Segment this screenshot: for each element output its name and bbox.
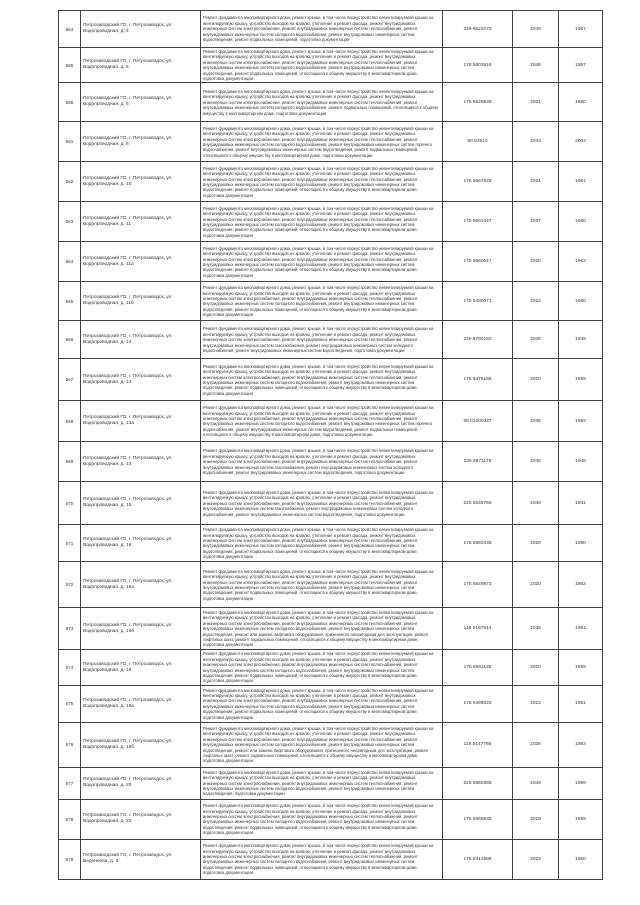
address-cell: Петрозаводский ГО, г. Петрозаводск, ул. Водопроводная, д. 18 [81, 650, 201, 685]
repair-works-cell: Ремонт фундамента многоквартирного дома, ремонт крыши, в том числе переустройство невентилируемой крыши на вентилируемую крышу, устройство выходов на кровлю, утепление и ремонт фасада, ремонт внутридомовых инженерных систем электроснабжения, ремонт внутридомовых инженерных систем теплоснабжения, ремонт внутридомовых инженерных систем холодного водоснабжения, ремонт внутридомовых инженерных систем водоотведения, ремонт подвальных помещений, относящихся к общему имуществу в многоквартирном доме, подготовка документации [201, 282, 443, 321]
address-cell: Петрозаводский ГО, г. Петрозаводск, ул. Водопроводная, д. 4 [81, 11, 201, 48]
table-row [59, 321, 603, 359]
build-year-cell: 1960 [559, 525, 603, 562]
build-year-cell: 1957 [559, 11, 603, 48]
planned-year-cell: 2049 [513, 767, 559, 799]
cost-cell: 116 5157914 [443, 608, 513, 650]
repair-works-cell: Ремонт фундамента многоквартирного дома, ремонт крыши, в том числе переустройство невентилируемой крыши на вентилируемую крышу, устройство выходов на кровлю, утепление и ремонт фасада, ремонт внутридомовых инженерных систем электроснабжения, ремонт внутридомовых инженерных систем теплоснабжения, ремонт внутридомовых инженерных систем холодного водоснабжения, ремонт внутридомовых инженерных систем водоотведения, ремонт подвальных помещений, относящихся к общему имуществу в многоквартирном доме, подготовка документации [201, 48, 443, 83]
planned-year-cell: 2048 [513, 48, 559, 83]
repair-works-cell: Ремонт фундамента многоквартирного дома, ремонт крыши, в том числе переустройство невентилируемой крыши на вентилируемую крышу, устройство выходов на кровлю, утепление и ремонт фасада, ремонт внутридомовых инженерных систем электроснабжения, ремонт внутридомовых инженерных систем теплоснабжения, ремонт внутридомовых инженерных систем холодного водоснабжения, ремонт внутридомовых инженерных систем водоотведения, ремонт подвальных помещений, относящихся к общему имуществу в многоквартирном доме, подготовка документации [201, 242, 443, 282]
build-year-cell: 1993 [559, 401, 603, 442]
row-number-cell: 564 [59, 242, 81, 282]
address-cell: Петрозаводский ГО, г. Петрозаводск, ул. Водопроводная, д. 6 [81, 48, 201, 83]
build-year-cell: 1959 [559, 359, 603, 401]
table-row [59, 122, 603, 162]
table-row [59, 685, 603, 722]
document-page [58, 10, 602, 880]
repair-works-cell: Ремонт фундамента многоквартирного дома, ремонт крыши, в том числе переустройство невентилируемой крыши на вентилируемую крышу, устройство выходов на кровлю, утепление и ремонт фасада, ремонт внутридомовых инженерных систем электроснабжения, ремонт внутридомовых инженерных систем теплоснабжения, ремонт внутридомовых инженерных систем холодного водоснабжения, ремонт внутридомовых инженерных систем водоотведения, ремонт подвальных помещений, относящихся к общему имуществу в многоквартирном доме, подготовка документации [201, 685, 443, 722]
row-number-cell: 574 [59, 650, 81, 685]
address-cell: Петрозаводский ГО, г. Петрозаводск, ул. Водопроводная, д. 18б [81, 722, 201, 767]
table-row [59, 83, 603, 122]
address-cell: Петрозаводский ГО, г. Петрозаводск, ул. Веденеева, д. 3 [81, 839, 201, 879]
table-row [59, 442, 603, 482]
repair-works-cell: Ремонт фундамента многоквартирного дома, ремонт крыши, в том числе переустройство невентилируемой крыши на вентилируемую крышу, устройство выходов на кровлю, утепление и ремонт фасада, ремонт внутридомовых инженерных систем электроснабжения, ремонт внутридомовых инженерных систем теплоснабжения, ремонт внутридомовых инженерных систем холодного водоснабжения, ремонт подвальных помещений, относящихся к общему имуществу в многоквартирном доме, подготовка документации [201, 83, 443, 122]
repair-works-cell: Ремонт фундамента многоквартирного дома, ремонт крыши, в том числе переустройство невентилируемой крыши на вентилируемую крышу, устройство выходов на кровлю, утепление и ремонт фасада, ремонт внутридомовых инженерных систем электроснабжения, ремонт внутридомовых инженерных систем теплоснабжения, ремонт внутридомовых инженерных систем холодного водоснабжения, ремонт внутридомовых инженерных систем водоотведения, ремонт подвальных помещений, относящихся к общему имуществу в многоквартирном доме, подготовка документации [201, 650, 443, 685]
address-cell: Петрозаводский ГО, г. Петрозаводск, ул. Водопроводная, д. 12 [81, 321, 201, 359]
repair-works-cell: Ремонт фундамента многоквартирного дома, ремонт крыши, в том числе переустройство невентилируемой крыши на вентилируемую крышу, устройство выходов на кровлю, утепление и ремонт фасада, ремонт внутридомовых инженерных систем электроснабжения, ремонт внутридомовых инженерных систем теплоснабжения, ремонт внутридомовых инженерных систем холодного водоснабжения, ремонт внутридомовых инженерных систем водоотведения, ремонт подвальных помещений, относящихся к общему имуществу в многоквартирном доме, подготовка документации [201, 525, 443, 562]
repair-works-cell: Ремонт фундамента многоквартирного дома, ремонт крыши, в том числе переустройство невентилируемой крыши на вентилируемую крышу, устройство выходов на кровлю, утепление и ремонт фасада, ремонт внутридомовых инженерных систем электроснабжения, ремонт внутридомовых инженерных систем теплоснабжения, ремонт внутридомовых инженерных систем холодного водоснабжения, ремонт внутридомовых инженерных систем водоотведения, ремонт или замена лифтового оборудования, признанного непригодным для эксплуатации, ремонт лифтовых шахт, ремонт подвальных помещений, относящихся к общему имуществу в многоквартирном доме, подготовка документации [201, 608, 443, 650]
housing-repair-table [58, 10, 603, 880]
planned-year-cell: 2023 [513, 685, 559, 722]
table-row [59, 202, 603, 242]
table-row [59, 48, 603, 83]
planned-year-cell: 2048 [513, 442, 559, 482]
cost-cell: 175 5412598 [443, 839, 513, 879]
row-number-cell: 564 [59, 11, 81, 48]
address-cell: Петрозаводский ГО, г. Петрозаводск, ул. Водопроводная, д. 18а [81, 685, 201, 722]
repair-works-cell: Ремонт фундамента многоквартирного дома, ремонт крыши, в том числе переустройство невентилируемой крыши на вентилируемую крышу, устройство выходов на кровлю, утепление и ремонт фасада, ремонт внутридомовых инженерных систем электроснабжения, ремонт внутридомовых инженерных систем теплоснабжения, ремонт внутридомовых инженерных систем холодного водоснабжения, ремонт внутридомовых инженерных систем водоотведения, ремонт подвальных помещений, относящихся к общему имуществу в многоквартирном доме, подготовка документации [201, 202, 443, 242]
row-number-cell: 566 [59, 83, 81, 122]
row-number-cell: 571 [59, 525, 81, 562]
build-year-cell: 1957 [559, 48, 603, 83]
address-cell: Петрозаводский ГО, г. Петрозаводск, ул. Водопроводная, д. 16а [81, 562, 201, 608]
table-row [59, 562, 603, 608]
row-number-cell: 566 [59, 321, 81, 359]
row-number-cell: 561 [59, 122, 81, 162]
cost-cell: 176 6561135 [443, 650, 513, 685]
row-number-cell: 572 [59, 562, 81, 608]
build-year-cell: 1962 [559, 562, 603, 608]
build-year-cell: 1961 [559, 162, 603, 202]
table-row [59, 482, 603, 525]
table-row [59, 525, 603, 562]
repair-works-cell: Ремонт фундамента многоквартирного дома, ремонт крыши, в том числе переустройство невентилируемой крыши на вентилируемую крышу, устройство выходов на кровлю, утепление и ремонт фасада, ремонт внутридомовых инженерных систем электроснабжения, ремонт внутридомовых инженерных систем теплоснабжения, ремонт внутридомовых инженерных систем газоснабжения, ремонт внутридомовых инженерных систем холодного водоснабжения, ремонт внутридомовых инженерных систем водоотведения, подготовка документации [201, 442, 443, 482]
cost-cell: 175 5549873 [443, 562, 513, 608]
repair-works-cell: Ремонт фундамента многоквартирного дома, ремонт крыши, в том числе переустройство невентилируемой крыши на вентилируемую крышу, устройство выходов на кровлю, утепление и ремонт фасада, ремонт внутридомовых инженерных систем электроснабжения, ремонт внутридомовых инженерных систем теплоснабжения, ремонт внутридомовых инженерных систем холодного водоснабжения, ремонт внутридомовых инженерных систем водоотведения, ремонт подвальных помещений, относящихся к общему имуществу в многоквартирном доме, подготовка документации [201, 562, 443, 608]
table-row [59, 839, 603, 879]
planned-year-cell: 2049 [513, 11, 559, 48]
build-year-cell: 1959 [559, 799, 603, 839]
table-row [59, 242, 603, 282]
planned-year-cell: 2020 [513, 242, 559, 282]
address-cell: Петрозаводский ГО, г. Петрозаводск, ул. Водопроводная, д. 8 [81, 122, 201, 162]
address-cell: Петрозаводский ГО, г. Петрозаводск, ул. Водопроводная, д. 11 [81, 202, 201, 242]
table-body [59, 11, 603, 880]
build-year-cell: 1948 [559, 442, 603, 482]
row-number-cell: 562 [59, 162, 81, 202]
row-number-cell: 570 [59, 482, 81, 525]
address-cell: Петрозаводский ГО, г. Петрозаводск, ул. Водопроводная, д. 16б [81, 608, 201, 650]
table-row [59, 650, 603, 685]
row-number-cell: 565 [59, 48, 81, 83]
row-number-cell: 565 [59, 282, 81, 321]
table-row [59, 608, 603, 650]
planned-year-cell: 2020 [513, 525, 559, 562]
address-cell: Петрозаводский ГО, г. Петрозаводск, ул. Водопроводная, д. 16 [81, 525, 201, 562]
repair-works-cell: Ремонт фундамента многоквартирного дома, ремонт крыши, в том числе переустройство невентилируемой крыши на вентилируемую крышу, устройство выходов на кровлю, утепление и ремонт фасада, ремонт внутридомовых инженерных систем электроснабжения, ремонт внутридомовых инженерных систем теплоснабжения, ремонт внутридомовых инженерных систем газоснабжения, ремонт внутридомовых инженерных систем холодного водоснабжения, ремонт внутридомовых инженерных систем водоотведения, подготовка документации [201, 321, 443, 359]
repair-works-cell: Ремонт фундамента многоквартирного дома, ремонт крыши, в том числе переустройство невентилируемой крыши на вентилируемую крышу, устройство выходов на кровлю, утепление и ремонт фасада, ремонт внутридомовых инженерных систем электроснабжения, ремонт внутридомовых инженерных систем теплоснабжения, ремонт внутридомовых инженерных систем холодного водоснабжения, ремонт внутридомовых инженерных систем горячего водоснабжения, ремонт внутридомовых инженерных систем водоотведения, ремонт подвальных помещений, относящихся к общему имуществу в многоквартирном доме, подготовка документации [201, 401, 443, 442]
build-year-cell: 1960 [559, 83, 603, 122]
table-row [59, 359, 603, 401]
build-year-cell: 2003 [559, 122, 603, 162]
build-year-cell: 1963 [559, 242, 603, 282]
cost-cell: 175 5529838 [443, 83, 513, 122]
build-year-cell: 1991 [559, 608, 603, 650]
planned-year-cell: 2021 [513, 83, 559, 122]
cost-cell: 65 01000337 [443, 401, 513, 442]
table-row [59, 799, 603, 839]
build-year-cell: 1993 [559, 722, 603, 767]
cost-cell: 225 6871178 [443, 442, 513, 482]
cost-cell: 175 5560517 [443, 242, 513, 282]
row-number-cell: 576 [59, 722, 81, 767]
row-number-cell: 567 [59, 359, 81, 401]
repair-works-cell: Ремонт фундамента многоквартирного дома, ремонт крыши, в том числе переустройство невентилируемой крыши на вентилируемую крышу, устройство выходов на кровлю, утепление и ремонт фасада, ремонт внутридомовых инженерных систем электроснабжения, ремонт внутридомовых инженерных систем теплоснабжения, ремонт внутридомовых инженерных систем холодного водоснабжения, ремонт внутридомовых инженерных систем водоотведения, ремонт подвальных помещений, относящихся к общему имуществу в многоквартирном доме, подготовка документации [201, 839, 443, 879]
planned-year-cell: 2036 [513, 608, 559, 650]
repair-works-cell: Ремонт фундамента многоквартирного дома, ремонт крыши, в том числе переустройство невентилируемой крыши на вентилируемую крышу, устройство выходов на кровлю, утепление и ремонт фасада, ремонт внутридомовых инженерных систем электроснабжения, ремонт внутридомовых инженерных систем теплоснабжения, ремонт внутридомовых инженерных систем холодного водоснабжения, ремонт внутридомовых инженерных систем водоотведения, ремонт подвальных помещений, относящихся к общему имуществу в многоквартирном доме, подготовка документации [201, 799, 443, 839]
cost-cell: 175 5603918 [443, 48, 513, 83]
build-year-cell: 1960 [559, 202, 603, 242]
planned-year-cell: 2019 [513, 799, 559, 839]
repair-works-cell: Ремонт фундамента многоквартирного дома, ремонт крыши, в том числе переустройство невентилируемой крыши на вентилируемую крышу, устройство выходов на кровлю, утепление и ремонт фасада, ремонт внутридомовых инженерных систем электроснабжения, ремонт внутридомовых инженерных систем теплоснабжения, ремонт внутридомовых инженерных систем холодного водоснабжения, ремонт внутридомовых инженерных систем горячего водоснабжения, ремонт внутридомовых инженерных систем водоотведения, ремонт подвальных помещений, относящихся к общему имуществу в многоквартирном доме, подготовка документации [201, 122, 443, 162]
planned-year-cell: 2020 [513, 359, 559, 401]
table-row [59, 11, 603, 48]
planned-year-cell: 2043 [513, 122, 559, 162]
table-row [59, 401, 603, 442]
address-cell: Петрозаводский ГО, г. Петрозаводск, ул. Водопроводная, д. 13а [81, 401, 201, 442]
cost-cell: 176 6567628 [443, 162, 513, 202]
table-row [59, 162, 603, 202]
cost-cell: 175 5501447 [443, 202, 513, 242]
address-cell: Петрозаводский ГО, г. Петрозаводск, ул. Водопроводная, д. 10 [81, 162, 201, 202]
cost-cell: 175 5550435 [443, 525, 513, 562]
address-cell: Петрозаводский ГО, г. Петрозаводск, ул. Водопроводная, д. 15 [81, 482, 201, 525]
row-number-cell: 579 [59, 839, 81, 879]
cost-cell: 226 6660385 [443, 767, 513, 799]
build-year-cell: 1960 [559, 839, 603, 879]
table-row [59, 282, 603, 321]
row-number-cell: 575 [59, 685, 81, 722]
address-cell: Петрозаводский ГО, г. Петрозаводск, ул. Водопроводная, д. 22 [81, 799, 201, 839]
row-number-cell: 573 [59, 608, 81, 650]
planned-year-cell: 2049 [513, 321, 559, 359]
address-cell: Петрозаводский ГО, г. Петрозаводск, ул. Водопроводная, д. 14 [81, 442, 201, 482]
row-number-cell: 568 [59, 401, 81, 442]
cost-cell: 50 52513 [443, 122, 513, 162]
address-cell: Петрозаводский ГО, г. Петрозаводск, ул. Водопроводная, д. 13 [81, 359, 201, 401]
repair-works-cell: Ремонт фундамента многоквартирного дома, ремонт крыши, в том числе переустройство невентилируемой крыши на вентилируемую крышу, устройство выходов на кровлю, утепление и ремонт фасада, ремонт внутридомовых инженерных систем электроснабжения, ремонт внутридомовых инженерных систем теплоснабжения, ремонт внутридомовых инженерных систем холодного водоснабжения, ремонт внутридомовых инженерных систем водоотведения, ремонт подвальных помещений, относящихся к общему имуществу в многоквартирном доме, подготовка документации [201, 359, 443, 401]
planned-year-cell: 2048 [513, 482, 559, 525]
planned-year-cell: 2036 [513, 722, 559, 767]
cost-cell: 175 5475155 [443, 359, 513, 401]
repair-works-cell: Ремонт фундамента многоквартирного дома, ремонт крыши, в том числе переустройство невентилируемой крыши на вентилируемую крышу, устройство выходов на кровлю, утепление и ремонт фасада, ремонт внутридомовых инженерных систем электроснабжения, ремонт внутридомовых инженерных систем теплоснабжения, ремонт внутридомовых инженерных систем холодного водоснабжения, ремонт внутридомовых инженерных систем водоотведения, ремонт подвальных помещений, подготовка документации [201, 11, 443, 48]
planned-year-cell: 2021 [513, 162, 559, 202]
cost-cell: 226 6780150 [443, 321, 513, 359]
address-cell: Петрозаводский ГО, г. Петрозаводск, ул. Водопроводная, д. 11а [81, 242, 201, 282]
repair-works-cell: Ремонт фундамента многоквартирного дома, ремонт крыши, в том числе переустройство невентилируемой крыши на вентилируемую крышу, устройство выходов на кровлю, утепление и ремонт фасада, ремонт внутридомовых инженерных систем электроснабжения, ремонт внутридомовых инженерных систем теплоснабжения, ремонт внутридомовых инженерных систем газоснабжения, ремонт внутридомовых инженерных систем холодного водоснабжения, ремонт внутридомовых инженерных систем водоотведения, подготовка документации [201, 482, 443, 525]
address-cell: Петрозаводский ГО, г. Петрозаводск, ул. Водопроводная, д. 11б [81, 282, 201, 321]
planned-year-cell: 2023 [513, 839, 559, 879]
planned-year-cell: 2020 [513, 650, 559, 685]
cost-cell: 116 5147766 [443, 722, 513, 767]
cost-cell: 175 5480071 [443, 282, 513, 321]
row-number-cell: 563 [59, 202, 81, 242]
build-year-cell: 1960 [559, 282, 603, 321]
planned-year-cell: 2037 [513, 202, 559, 242]
row-number-cell: 577 [59, 767, 81, 799]
repair-works-cell: Ремонт фундамента многоквартирного дома, ремонт крыши, в том числе переустройство невентилируемой крыши на вентилируемую крышу, устройство выходов на кровлю, утепление и ремонт фасада, ремонт внутридомовых инженерных систем электроснабжения, ремонт внутридомовых инженерных систем теплоснабжения, ремонт внутридомовых инженерных систем холодного водоснабжения, ремонт внутридомовых инженерных систем водоотведения, ремонт подвальных помещений, относящихся к общему имуществу в многоквартирном доме, подготовка документации [201, 162, 443, 202]
table-row [59, 722, 603, 767]
repair-works-cell: Ремонт фундамента многоквартирного дома, ремонт крыши, в том числе переустройство невентилируемой крыши на вентилируемую крышу, устройство выходов на кровлю, утепление и ремонт фасада, ремонт внутридомовых инженерных систем электроснабжения, ремонт внутридомовых инженерных систем теплоснабжения, ремонт внутридомовых инженерных систем холодного водоснабжения, ремонт внутридомовых инженерных систем водоотведения, подготовка документации [201, 767, 443, 799]
table-row [59, 767, 603, 799]
row-number-cell: 569 [59, 442, 81, 482]
build-year-cell: 1961 [559, 685, 603, 722]
build-year-cell: 1949 [559, 321, 603, 359]
cost-cell: 226 6522073 [443, 11, 513, 48]
row-number-cell: 578 [59, 799, 81, 839]
planned-year-cell: 2022 [513, 282, 559, 321]
planned-year-cell: 2020 [513, 562, 559, 608]
cost-cell: 225 6549769 [443, 482, 513, 525]
build-year-cell: 1959 [559, 650, 603, 685]
build-year-cell: 1959 [559, 767, 603, 799]
cost-cell: 175 5495025 [443, 685, 513, 722]
build-year-cell: 1941 [559, 482, 603, 525]
address-cell: Петрозаводский ГО, г. Петрозаводск, ул. Водопроводная, д. 5 [81, 83, 201, 122]
repair-works-cell: Ремонт фундамента многоквартирного дома, ремонт крыши, в том числе переустройство невентилируемой крыши на вентилируемую крышу, устройство выходов на кровлю, утепление и ремонт фасада, ремонт внутридомовых инженерных систем электроснабжения, ремонт внутридомовых инженерных систем теплоснабжения, ремонт внутридомовых инженерных систем холодного водоснабжения, ремонт внутридомовых инженерных систем водоотведения, ремонт или замена лифтового оборудования, признанного непригодным для эксплуатации, ремонт лифтовых шахт, ремонт подвальных помещений, относящихся к общему имуществу в многоквартирном доме, подготовка документации [201, 722, 443, 767]
cost-cell: 176 6569535 [443, 799, 513, 839]
planned-year-cell: 2045 [513, 401, 559, 442]
address-cell: Петрозаводский ГО, г. Петрозаводск, ул. Водопроводная, д. 20 [81, 767, 201, 799]
